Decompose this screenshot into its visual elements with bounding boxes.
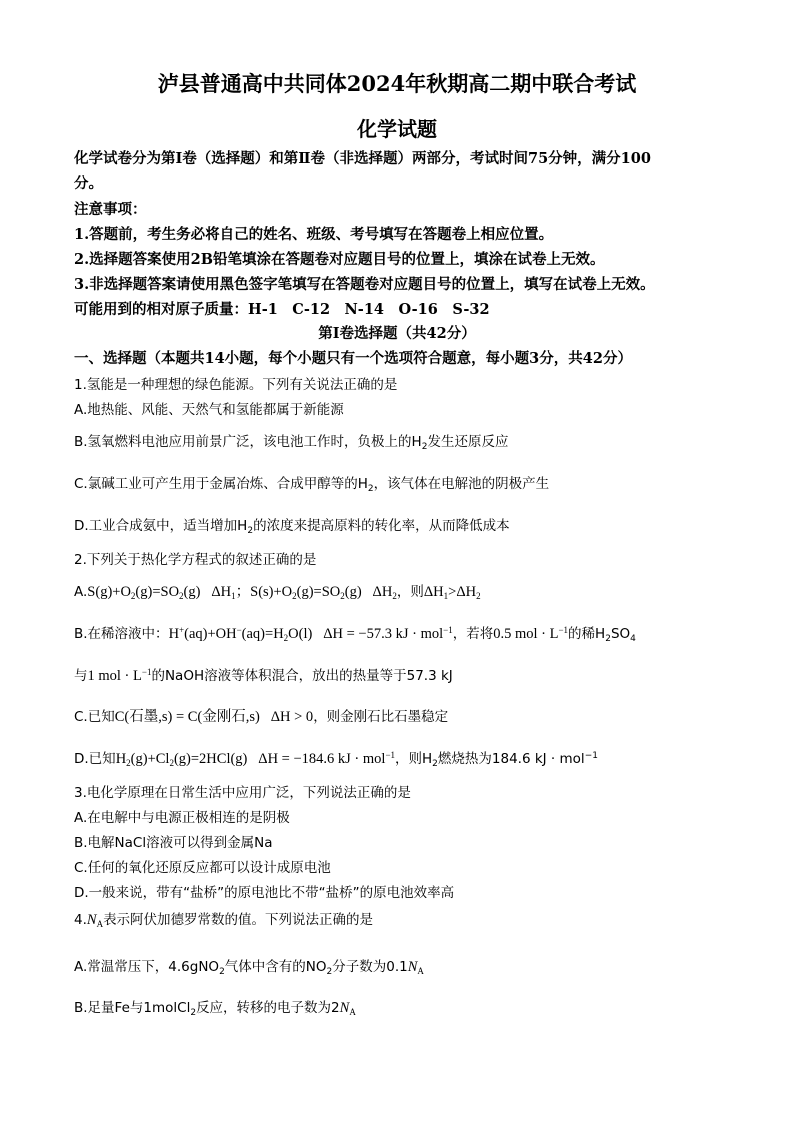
q3-stem: 3.电化学原理在日常生活中应用广泛，下列说法正确的是 <box>74 785 411 801</box>
part1-heading: 第Ⅰ卷选择题（共42分） <box>318 325 476 342</box>
q4-option-a: A.常温常压下，4.6gNO$_2$气体中含有的$NO_2$分子数为$0.1N_A$ <box>74 959 424 977</box>
q4-stem: $4.N_A$表示阿伏加德罗常数的值。下列说法正确的是 <box>74 912 374 929</box>
q3-option-b: B.电解NaCl溶液可以得到金属Na <box>74 835 273 851</box>
q1-option-d: D.工业合成氨中，适当增加$H_2$的浓度来提高原料的转化率，从而降低成本 <box>74 518 510 536</box>
q2-option-b-continued: 与1 mol · $L^{-1}$的NaOH溶液等体积混合，放出的热量等于57.3 kJ <box>74 667 453 684</box>
q3-option-a: A.在电解中与电源正极相连的是阴极 <box>74 810 290 826</box>
note-2: 2.选择题答案使用2B铅笔填涂在答题卷对应题目号的位置上，填涂在试卷上无效。 <box>74 251 605 268</box>
section-heading: 一、选择题（本题共14小题，每个小题只有一个选项符合题意，每小题3分，共42分） <box>74 350 632 367</box>
q2-option-a: $A.S(g)+O_2(g)=SO_2(g)$ $\Delta H_1$；$S(s)+O_2(g)=SO_2(g)$ $\Delta H_2$，则$\Delta H_1>\Delta H_2$ <box>74 584 481 601</box>
q2-option-b: B.在稀溶液中：$H^+(aq)+OH^-(aq)=H_2O(l) \Delta H = -57.3$ kJ · mol$^{-1}$，若将0.5 mol · $L^{-1}$的稀$H_2SO_4$ <box>74 625 636 644</box>
q1-option-b: B.氢氧燃料电池应用前景广泛，该电池工作时，负极上的$H_2$发生还原反应 <box>74 434 509 452</box>
q1-stem: 1.氢能是一种理想的绿色能源。下列有关说法正确的是 <box>74 377 398 393</box>
q3-option-d: D.一般来说，带有“盐桥”的原电池比不带“盐桥”的原电池效率高 <box>74 885 455 901</box>
note-1: 1.答题前，考生务必将自己的姓名、班级、考号填写在答题卷上相应位置。 <box>74 226 554 243</box>
q2-stem: 2.下列关于热化学方程式的叙述正确的是 <box>74 552 317 568</box>
atomic-masses: 可能用到的相对原子质量：H-1 C-12 N-14 O-16 S-32 <box>74 301 490 318</box>
q4-option-b: B.足量Fe与1molCl$_2$反应，转移的电子数为$2N_A$ <box>74 1000 356 1018</box>
intro-line-2: 分。 <box>74 175 103 192</box>
exam-subject: 化学试题 <box>357 117 437 141</box>
q1-option-c: C.氯碱工业可产生用于金属冶炼、合成甲醇等的$H_2$，该气体在电解池的阴极产生 <box>74 476 550 494</box>
note-3: 3.非选择题答案请使用黑色签字笔填写在答题卷对应题目号的位置上，填写在试卷上无效。 <box>74 276 655 293</box>
q1-option-a: A.地热能、风能、天然气和氢能都属于新能源 <box>74 402 344 418</box>
intro-line-1: 化学试卷分为第Ⅰ卷（选择题）和第Ⅱ卷（非选择题）两部分，考试时间75分钟，满分100 <box>74 150 651 167</box>
q2-option-c: C.已知C(石墨,s) = C(金刚石,s) ΔH > 0，则金刚石比石墨稳定 <box>74 709 449 725</box>
q3-option-c: C.任何的氧化还原反应都可以设计成原电池 <box>74 860 331 876</box>
q2-option-d: D.已知$H_2(g)+Cl_2(g)=2HCl(g) \Delta H = -184.6$ kJ · mol$^{-1}$，则$H_2$燃烧热为184.6 kJ · mol$^{-1}$ <box>74 750 598 769</box>
exam-title: 泸县普通高中共同体2024年秋期高二期中联合考试 <box>157 71 637 96</box>
notes-heading: 注意事项： <box>74 201 147 218</box>
